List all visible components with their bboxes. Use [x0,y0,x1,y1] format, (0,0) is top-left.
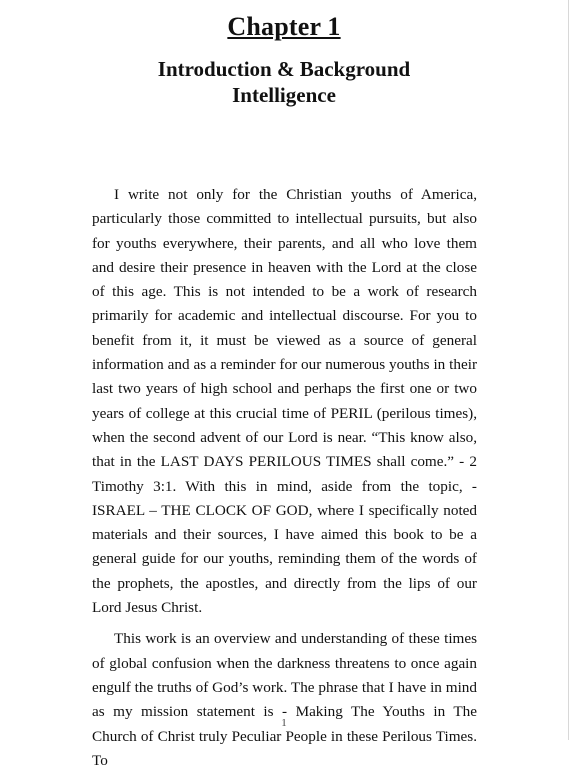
paragraph-2: This work is an overview and understanding of these times of global confusion when the darkness threatens to once again engulf the truths of God’s work. The phrase that I have in mind as my mission statement is - Making The Youths in The Church of Christ truly Peculiar People in these Perilous Times. To [92,630,477,769]
paragraph-1: I write not only for the Christian youths of America, particularly those committed to intellectual pursuits, but also for youths everywhere, their parents, and all who love them and desire their presence in heaven with the Lord at the close of this age. This is not intended to be a work of research primarily for academic and intellectual discourse. For you to benefit from it, it must be viewed as a source of general information and as a reminder for our numerous youths in their last two years of high school and perhaps the first one or two years of college at this crucial time of PERIL (perilous times), when the second advent of our Lord is near. “This know also, that in the LAST DAYS PERILOUS TIMES shall come.” - 2 Timothy 3:1. With this in mind, aside from the topic, - ISRAEL – THE CLOCK OF GOD, where I specifically noted materials and their sources, I have aimed this book to be a general guide for our youths, reminding them of the words of the prophets, the apostles, and directly from the lips of our Lord Jesus Christ. [92,186,477,617]
chapter-subtitle-line-2: Intelligence [232,83,336,107]
chapter-subtitle-line-1: Introduction & Background [157,57,411,81]
chapter-subtitle [0,56,568,108]
page-number: 1 [281,717,287,729]
body-text [92,183,477,773]
chapter-title: Chapter 1 [227,12,341,41]
